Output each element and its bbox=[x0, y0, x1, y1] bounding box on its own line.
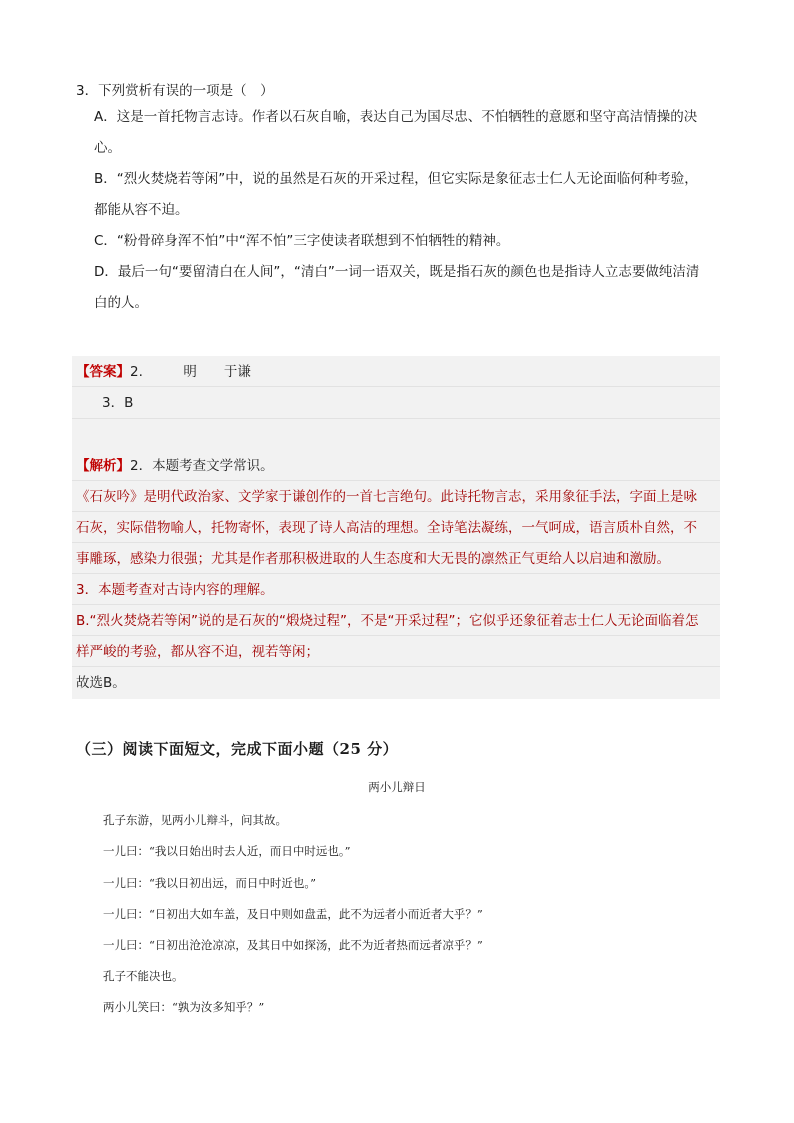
question-3 bbox=[76, 80, 726, 319]
analysis-head-2: 2．本题考查文学常识。 bbox=[130, 458, 274, 474]
text-line: 两小儿笑曰：“孰为汝多知乎？” bbox=[103, 1000, 265, 1014]
text-line: 一儿曰：“日初出沧沧凉凉，及其日中如探汤，此不为近者热而远者凉乎？” bbox=[103, 938, 483, 952]
section-heading: （三）阅读下面短文，完成下面小题（25 分） bbox=[76, 740, 399, 758]
divider bbox=[72, 418, 720, 419]
option-a-line1: A．这是一首托物言志诗。作者以石灰自喻，表达自己为国尽忠、不怕牺牲的意愿和坚守高洁情操的决 bbox=[94, 109, 698, 125]
analysis-para-line: 《石灰吟》是明代政治家、文学家于谦创作的一首七言绝句。此诗托物言志，采用象征手法，字面上是咏 bbox=[76, 489, 697, 505]
answer-tag: 【答案】 bbox=[76, 364, 130, 380]
analysis-para-line: 样严峻的考验，都从容不迫，视若等闲； bbox=[76, 644, 319, 660]
divider bbox=[72, 480, 720, 481]
answer-analysis-box bbox=[72, 356, 720, 699]
text-title: 两小儿辩日 bbox=[368, 780, 426, 794]
option-b-line2: 都能从容不迫。 bbox=[94, 202, 189, 218]
analysis-line bbox=[76, 452, 274, 480]
analysis-para-line: B.“烈火焚烧若等闲”说的是石灰的“煅烧过程”，不是“开采过程”；它似乎还象征着志士仁人无论面临着怎 bbox=[76, 613, 699, 629]
text-line: 一儿曰：“日初出大如车盖，及日中则如盘盂，此不为远者小而近者大乎？” bbox=[103, 907, 483, 921]
divider bbox=[72, 542, 720, 543]
option-b-line1: B．“烈火焚烧若等闲”中，说的虽然是石灰的开采过程，但它实际是象征志士仁人无论面临何种考验， bbox=[94, 171, 698, 187]
divider bbox=[72, 666, 720, 667]
option-d-line2: 白的人。 bbox=[94, 295, 148, 311]
text-line: 一儿曰：“我以日始出时去人近，而日中时远也。” bbox=[103, 844, 351, 858]
analysis-tag: 【解析】 bbox=[76, 458, 130, 474]
answer-value-2: 2. 明 于谦 bbox=[130, 364, 251, 380]
option-a-line2: 心。 bbox=[94, 140, 121, 156]
divider bbox=[72, 573, 720, 574]
text-line: 孔子不能决也。 bbox=[103, 969, 184, 983]
text-line: 孔子东游，见两小儿辩斗，问其故。 bbox=[103, 813, 287, 827]
answer-line bbox=[76, 358, 251, 386]
option-d-line1: D．最后一句“要留清白在人间”，“清白”一词一语双关，既是指石灰的颜色也是指诗人立志要做纯洁清 bbox=[94, 264, 700, 280]
divider bbox=[72, 511, 720, 512]
answer-value-3: 3．B bbox=[102, 395, 134, 411]
question-stem: 3．下列赏析有误的一项是（ ） bbox=[76, 83, 274, 99]
divider bbox=[72, 635, 720, 636]
text-line: 一儿曰：“我以日初出远，而日中时近也。” bbox=[103, 876, 317, 890]
divider bbox=[72, 386, 720, 387]
analysis-para-line: 事雕琢，感染力很强；尤其是作者那积极进取的人生态度和大无畏的凛然正气更给人以启迪和激励。 bbox=[76, 551, 670, 567]
analysis-conclusion: 故选B。 bbox=[76, 675, 126, 691]
analysis-head-3: 3．本题考查对古诗内容的理解。 bbox=[76, 582, 274, 598]
option-c-line1: C．“粉骨碎身浑不怕”中“浑不怕”三字使读者联想到不怕牺牲的精神。 bbox=[94, 233, 510, 249]
analysis-para-line: 石灰，实际借物喻人，托物寄怀，表现了诗人高洁的理想。全诗笔法凝练，一气呵成，语言质朴自然，不 bbox=[76, 520, 697, 536]
divider bbox=[72, 604, 720, 605]
